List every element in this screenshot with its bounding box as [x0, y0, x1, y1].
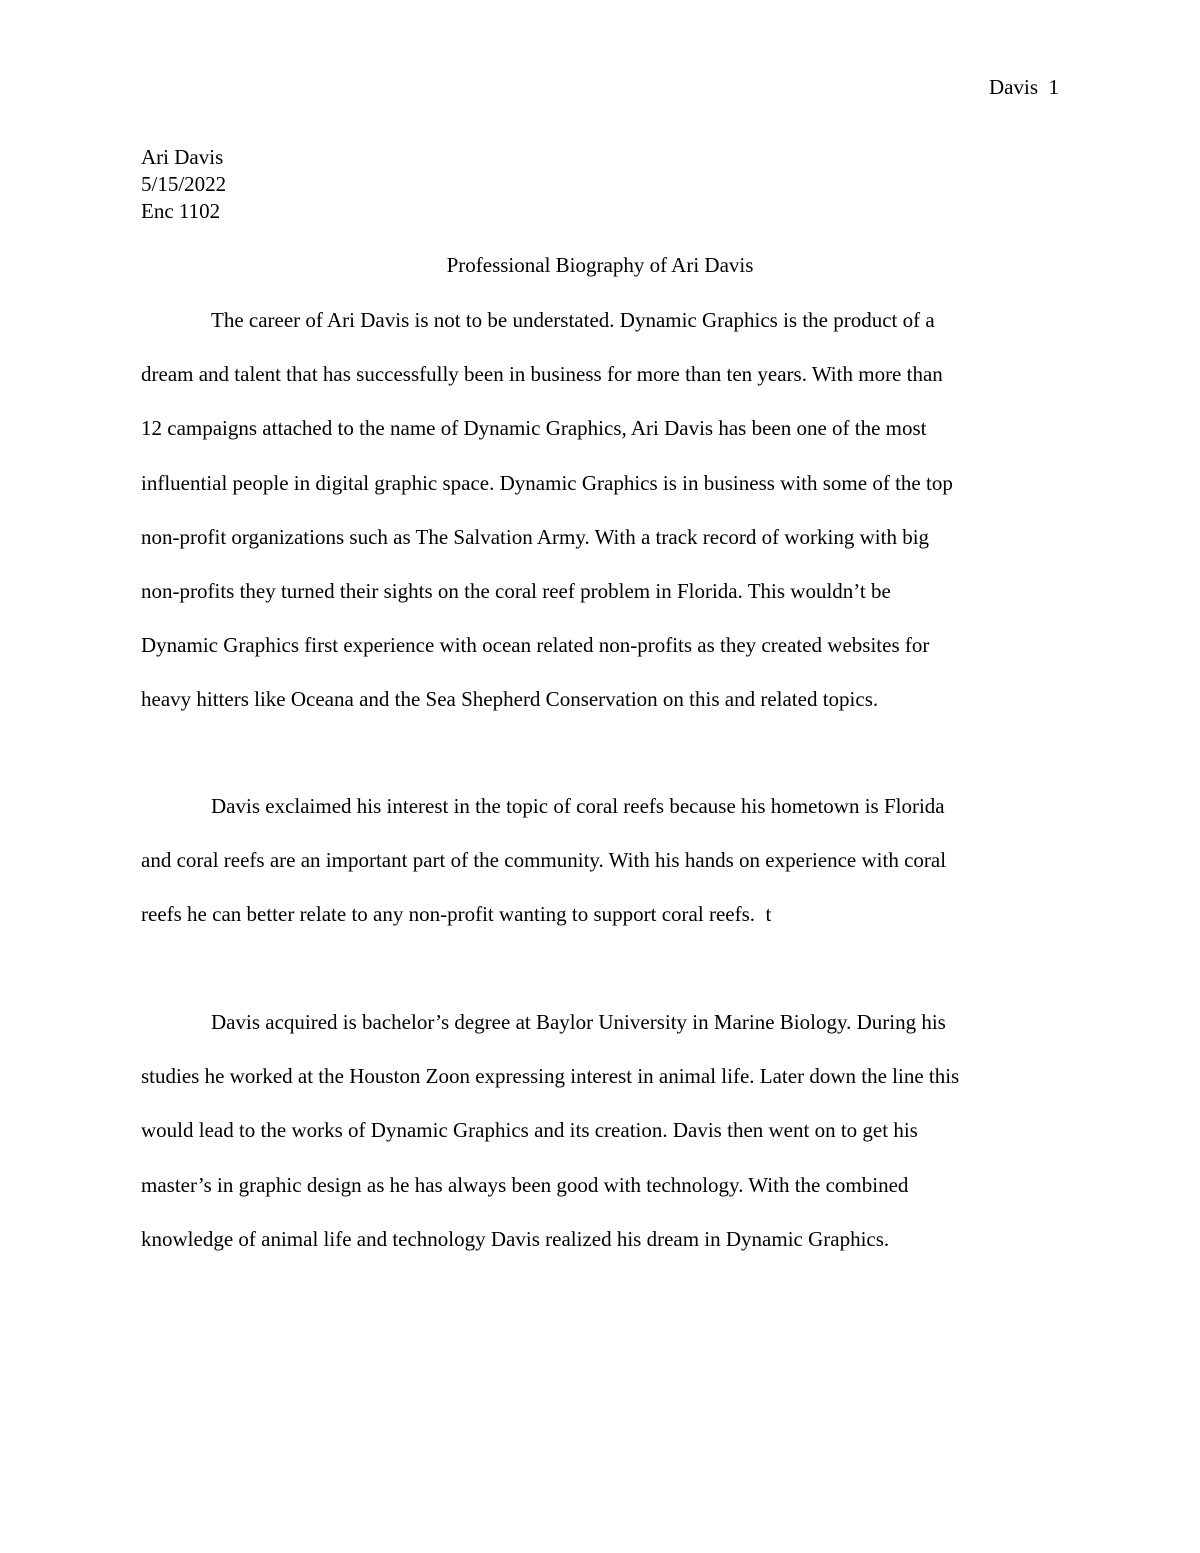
paragraph-line: heavy hitters like Oceana and the Sea Shepherd Conservation on this and related topics. [141, 687, 879, 712]
paragraph-line: and coral reefs are an important part of the community. With his hands on experience with coral [141, 848, 947, 873]
running-header: Davis 1 [989, 75, 1059, 99]
body-paragraph-3 [141, 995, 1061, 1266]
paragraph-line: 12 campaigns attached to the name of Dynamic Graphics, Ari Davis has been one of the most [141, 416, 927, 441]
paragraph-line: studies he worked at the Houston Zoon expressing interest in animal life. Later down the line this [141, 1064, 960, 1089]
author-name: Ari Davis [141, 145, 224, 169]
body-paragraph-1 [141, 293, 1061, 727]
paragraph-line: Davis exclaimed his interest in the topic of coral reefs because his hometown is Florida [211, 794, 945, 818]
paragraph-line: non-profits they turned their sights on the coral reef problem in Florida. This wouldn’t be [141, 579, 891, 604]
paragraph-line: The career of Ari Davis is not to be understated. Dynamic Graphics is the product of a [211, 308, 935, 332]
paper-date: 5/15/2022 [141, 172, 227, 196]
paragraph-line: Dynamic Graphics first experience with ocean related non-profits as they created websites for [141, 633, 930, 658]
paragraph-line: reefs he can better relate to any non-profit wanting to support coral reefs. t [141, 902, 772, 927]
paragraph-line: knowledge of animal life and technology Davis realized his dream in Dynamic Graphics. [141, 1226, 890, 1251]
mla-heading [141, 144, 226, 225]
document-title: Professional Biography of Ari Davis [446, 253, 754, 277]
body-paragraph-2 [141, 779, 1061, 942]
course-name: Enc 1102 [141, 199, 221, 223]
paragraph-line: would lead to the works of Dynamic Graphics and its creation. Davis then went on to get his [141, 1118, 918, 1143]
paragraph-line: non-profit organizations such as The Salvation Army. With a track record of working with big [141, 524, 930, 549]
paragraph-line: Davis acquired is bachelor’s degree at Baylor University in Marine Biology. During his [211, 1010, 946, 1034]
paragraph-line: dream and talent that has successfully been in business for more than ten years. With more than [141, 362, 943, 387]
paragraph-line: influential people in digital graphic space. Dynamic Graphics is in business with some of the top [141, 470, 953, 495]
paragraph-line: master’s in graphic design as he has always been good with technology. With the combined [141, 1172, 909, 1197]
